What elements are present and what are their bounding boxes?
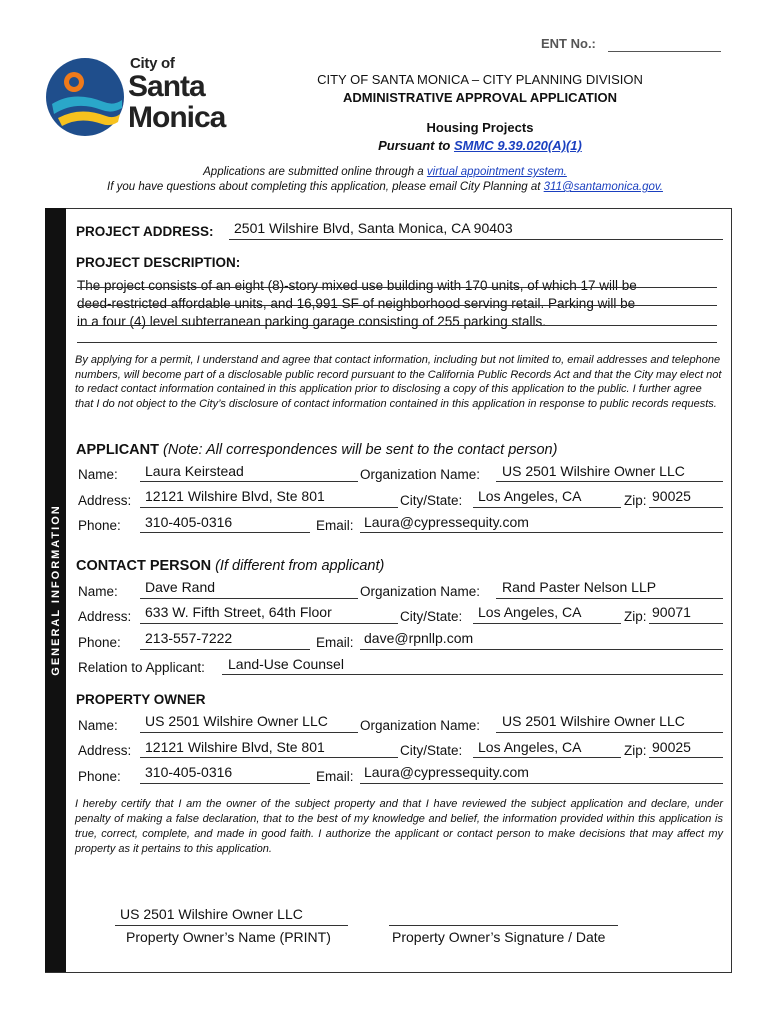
owner-address-label: Address: — [78, 743, 132, 758]
applicant-address-label: Address: — [78, 493, 132, 508]
relation-field[interactable] — [222, 674, 723, 675]
contact-address-field[interactable] — [140, 623, 398, 624]
contact-note-prefix: If you have questions about completing this application, please email City Planning at — [107, 181, 544, 193]
contact-phone-label: Phone: — [78, 635, 121, 650]
project-description-line: deed-restricted affordable units, and 16,991 SF of neighborhood serving retail. Parking will be — [77, 296, 636, 311]
applicant-email-label: Email: — [316, 518, 354, 533]
applicant-address-value: 12121 Wilshire Blvd, Ste 801 — [145, 488, 325, 504]
contact-phone-value: 213-557-7222 — [145, 630, 233, 646]
printed-owner-name-field[interactable] — [115, 925, 348, 926]
owner-name-field[interactable] — [140, 732, 358, 733]
pursuant-prefix: Pursuant to — [378, 138, 454, 153]
project-description-label: PROJECT DESCRIPTION: — [76, 255, 241, 270]
applicant-org-field[interactable] — [496, 481, 723, 482]
contact-zip-value: 90071 — [652, 604, 691, 620]
virtual-appointment-link[interactable]: virtual appointment system. — [426, 166, 567, 178]
owner-signature-field[interactable] — [389, 925, 618, 926]
owner-org-label: Organization Name: — [360, 718, 481, 733]
contact-heading — [76, 558, 384, 574]
owner-org-field[interactable] — [496, 732, 723, 733]
owner-city-label: City/State: — [400, 743, 463, 758]
logo-city-of-text: City of — [130, 55, 175, 72]
applicant-address-field[interactable] — [140, 507, 398, 508]
logo-monica-text: Monica — [128, 101, 226, 134]
owner-email-label: Email: — [316, 769, 354, 784]
relation-value: Land-Use Counsel — [228, 656, 344, 672]
applicant-name-field[interactable] — [140, 481, 358, 482]
project-address-field[interactable] — [229, 239, 723, 240]
applicant-city-value: Los Angeles, CA — [478, 488, 582, 504]
ent-number-label: ENT No.: — [541, 36, 596, 51]
owner-zip-field[interactable] — [649, 757, 723, 758]
contact-heading-note: (If different from applicant) — [211, 558, 385, 574]
santa-monica-logo-icon — [44, 56, 126, 138]
applicant-zip-field[interactable] — [649, 507, 723, 508]
pursuant-line — [250, 138, 710, 153]
owner-city-field[interactable] — [473, 757, 621, 758]
submission-note-prefix: Applications are submitted online through a — [203, 166, 427, 178]
submission-note — [35, 166, 735, 178]
applicant-phone-field[interactable] — [140, 532, 310, 533]
contact-address-value: 633 W. Fifth Street, 64th Floor — [145, 604, 332, 620]
owner-city-value: Los Angeles, CA — [478, 739, 582, 755]
contact-city-value: Los Angeles, CA — [478, 604, 582, 620]
contact-name-value: Dave Rand — [145, 579, 216, 595]
printed-owner-name-caption: Property Owner’s Name (PRINT) — [126, 929, 331, 945]
owner-zip-label: Zip: — [624, 743, 647, 758]
owner-email-value: Laura@cypressequity.com — [364, 764, 529, 780]
planning-email-link[interactable]: 311@santamonica.gov. — [543, 181, 663, 193]
contact-heading-title: CONTACT PERSON — [76, 558, 212, 574]
applicant-zip-value: 90025 — [652, 488, 691, 504]
logo-santa-text: Santa — [128, 70, 205, 103]
project-address-label: PROJECT ADDRESS: — [76, 224, 214, 239]
owner-org-value: US 2501 Wilshire Owner LLC — [502, 713, 685, 729]
owner-zip-value: 90025 — [652, 739, 691, 755]
owner-address-value: 12121 Wilshire Blvd, Ste 801 — [145, 739, 325, 755]
contact-name-label: Name: — [78, 584, 118, 599]
applicant-name-value: Laura Keirstead — [145, 463, 244, 479]
relation-label: Relation to Applicant: — [78, 660, 205, 675]
applicant-phone-value: 310-405-0316 — [145, 514, 233, 530]
owner-email-field[interactable] — [360, 783, 723, 784]
description-rule — [77, 287, 717, 288]
contact-name-field[interactable] — [140, 598, 358, 599]
housing-projects-subtitle: Housing Projects — [426, 120, 534, 135]
division-title: CITY OF SANTA MONICA – CITY PLANNING DIVISION — [317, 72, 643, 87]
contact-city-label: City/State: — [400, 609, 463, 624]
applicant-heading — [76, 442, 557, 458]
sidebar-label: GENERAL INFORMATION — [50, 504, 62, 676]
applicant-city-label: City/State: — [400, 493, 463, 508]
public-records-consent: By applying for a permit, I understand and agree that contact information, including but not limited to, email addresses and telephone numbers, will become part of a disclosable public record pursuant to the California Public Records Act and that the City may elect not to redact contact information contained in this application prior to disclosing a copy of this application to the public. I further agree that I do not object to the City’s disclosure of contact information contained in this application in response to public records requests. — [75, 354, 722, 410]
owner-address-field[interactable] — [140, 757, 398, 758]
contact-note — [35, 181, 735, 193]
contact-email-value: dave@rpnllp.com — [364, 630, 474, 646]
printed-owner-name-value: US 2501 Wilshire Owner LLC — [120, 906, 303, 922]
applicant-email-field[interactable] — [360, 532, 723, 533]
applicant-zip-label: Zip: — [624, 493, 647, 508]
applicant-email-value: Laura@cypressequity.com — [364, 514, 529, 530]
description-rule — [77, 342, 717, 343]
project-address-value: 2501 Wilshire Blvd, Santa Monica, CA 90403 — [234, 220, 513, 236]
owner-signature-caption: Property Owner’s Signature / Date — [392, 929, 606, 945]
owner-name-value: US 2501 Wilshire Owner LLC — [145, 713, 328, 729]
applicant-name-label: Name: — [78, 467, 118, 482]
contact-email-label: Email: — [316, 635, 354, 650]
contact-email-field[interactable] — [360, 649, 723, 650]
project-description-line: in a four (4) level subterranean parking garage consisting of 255 parking stalls. — [77, 314, 547, 329]
contact-zip-field[interactable] — [649, 623, 723, 624]
contact-org-value: Rand Paster Nelson LLP — [502, 579, 657, 595]
owner-name-label: Name: — [78, 718, 118, 733]
owner-heading: PROPERTY OWNER — [76, 692, 206, 707]
contact-city-field[interactable] — [473, 623, 621, 624]
applicant-heading-title: APPLICANT — [76, 442, 159, 458]
applicant-heading-note: (Note: All correspondences will be sent to the contact person) — [158, 442, 558, 458]
owner-phone-field[interactable] — [140, 783, 310, 784]
description-rule — [77, 305, 717, 306]
applicant-org-label: Organization Name: — [360, 467, 481, 482]
owner-certification: I hereby certify that I am the owner of the subject property and that I have reviewed the subject application and declare, under penalty of making a false declaration, that to the best of my knowledge and belief, the information provided within this application is true, correct, complete, and made in good faith. I authorize the applicant or contact person to make decisions that may affect my property as it pertains to this application. — [75, 798, 723, 855]
contact-zip-label: Zip: — [624, 609, 647, 624]
smmc-link[interactable]: SMMC 9.39.020(A)(1) — [453, 138, 582, 153]
ent-number-field[interactable] — [608, 51, 721, 52]
contact-org-field[interactable] — [496, 598, 723, 599]
applicant-city-field[interactable] — [473, 507, 621, 508]
applicant-org-value: US 2501 Wilshire Owner LLC — [502, 463, 685, 479]
contact-org-label: Organization Name: — [360, 584, 481, 599]
contact-phone-field[interactable] — [140, 649, 310, 650]
project-description-line: The project consists of an eight (8)-story mixed use building with 170 units, of which 17 will be — [77, 278, 637, 293]
owner-phone-label: Phone: — [78, 769, 121, 784]
owner-phone-value: 310-405-0316 — [145, 764, 233, 780]
contact-address-label: Address: — [78, 609, 132, 624]
description-rule — [77, 325, 717, 326]
applicant-phone-label: Phone: — [78, 518, 121, 533]
application-title: ADMINISTRATIVE APPROVAL APPLICATION — [343, 90, 617, 105]
